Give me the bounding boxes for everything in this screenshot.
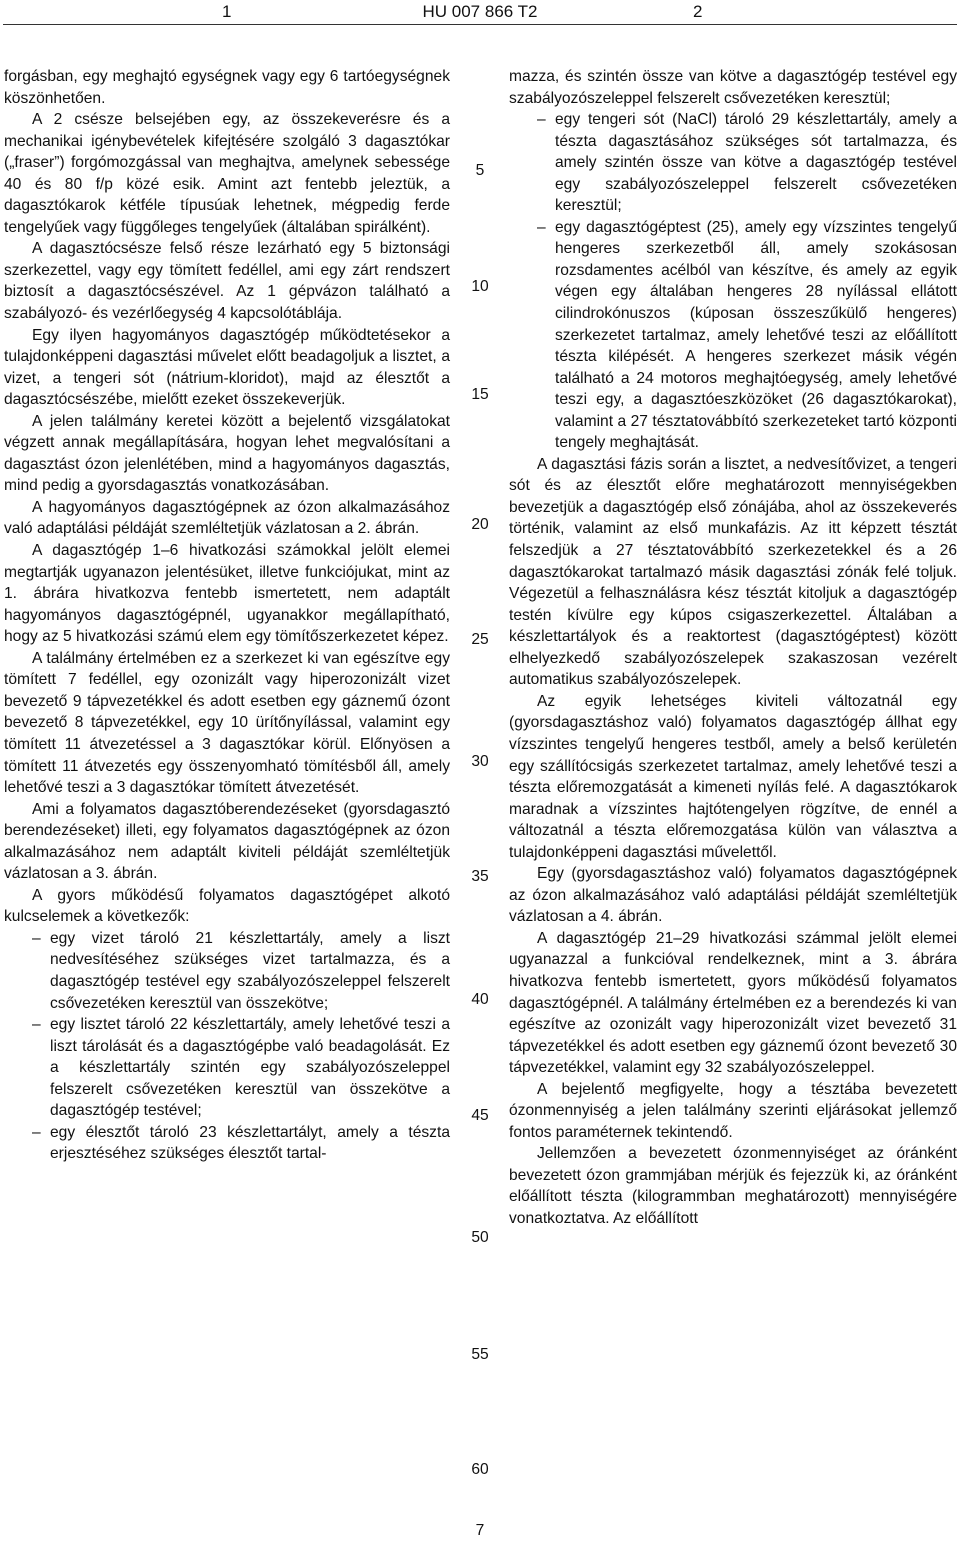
paragraph: forgásban, egy meghajtó egységnek vagy egy 6 tartóegységnek köszönhetően. bbox=[4, 68, 450, 107]
list-item: – egy dagasztógéptest (25), amely egy vízszintes tengelyű hengeres szerkezetből áll, amely szokásosan rozsdamentes acélból van készítve, és amely az egyik végen egy általában hengeres 28 nyílással ellátott cilindrokónuszos (kúposan összeszűkülő hengeres) szerkezetet tartalmaz, amely lehetővé teszi az előállított tészta kilépését. A hengeres szerkezet másik végén található a 24 motoros meghajtóegység, amely lehetővé teszi egy, a dagasztóeszközöket (26 dagasztókarokat), valamint a 27 tésztatovábbító szerkezeteket tartó központi tengely meghajtását. bbox=[509, 217, 957, 454]
footer-page-number: 7 bbox=[475, 1522, 485, 1539]
line-number: 30 bbox=[471, 753, 489, 770]
key-elements-list bbox=[4, 928, 450, 1165]
page-number-left: 1 bbox=[222, 2, 232, 21]
page-number-right: 2 bbox=[693, 2, 703, 21]
line-number: 35 bbox=[471, 868, 489, 885]
paragraph: A dagasztógép 21–29 hivatkozási számmal jelölt elemei ugyanazzal a funkcióval rendelkeznek, mint a 3. ábrára hivatkozva fentebb ismertetett, gyors működésű folyamatos dagasztógépnél. A találmány értelmében ez a berendezés ki van egészítve az ozonizált vagy hiperozonizált vizet bevezető 31 tápvezetékkel és adott esetben egy gáznemű ózont bevezető 30 tápvezetékkel, valamint egy 32 szabályozószeleppel. bbox=[509, 929, 957, 1077]
line-number: 45 bbox=[471, 1107, 489, 1124]
paragraph: Ami a folyamatos dagasztóberendezéseket (gyorsdagasztó berendezéseket) illeti, egy folyamatos dagasztógépnek az ózon alkalmazásához nem adaptált kiviteli példáját szemléltetjük vázlatosan a 3. ábrán. bbox=[4, 800, 450, 883]
list-item: – egy tengeri sót (NaCl) tároló 29 készlettartály, amely a tészta dagasztásához szükséges sót tartalmazza, és amely szintén össze van kötve a dagasztógép testével egy szabályozószeleppel felszerelt csővezetéken keresztül; bbox=[509, 109, 957, 217]
document-number: HU 007 866 T2 bbox=[422, 2, 538, 21]
line-number: 60 bbox=[471, 1461, 489, 1478]
paragraph: A dagasztási fázis során a lisztet, a nedvesítővizet, a tengeri sót és az élesztőt előre meghatározott mennyiségekben bevezetjük a dagasztógép első zónájába, ahol az összekeverés történik, valamint az első munkafázis. Az itt képzett tésztát felszedjük a 27 tésztatovábbító szerkezetekkel és a 26 dagasztókarokat tartalmazó másik dagasztási zónák felé toljuk. Végezetül a felhasználásra kész tésztát kitoljuk a dagasztógép testén kívülre egy kúpos csigaszerkezettel. Általában a készlettartályok és a reaktortest (dagasztógéptest) között elhelyezkedő szabályozószelepek szakaszosan vezérelt automatikus szabályozószelepek. bbox=[509, 455, 957, 689]
line-number: 5 bbox=[475, 162, 485, 179]
line-number: 40 bbox=[471, 991, 489, 1008]
paragraph: A gyors működésű folyamatos dagasztógépet alkotó kulcselemek a következők: bbox=[4, 886, 450, 926]
paragraph: Egy ilyen hagyományos dagasztógép működtetésekor a tulajdonképpeni dagasztási művelet előtt beadagoljuk a lisztet, a vizet, a tengeri sót (nátrium-kloridot), majd az élesztőt a dagasztócsészébe, mielőtt ezeket összekeverjük. bbox=[4, 326, 450, 409]
line-number-gutter bbox=[455, 0, 505, 1541]
line-number: 50 bbox=[471, 1229, 489, 1246]
paragraph: A hagyományos dagasztógépnek az ózon alkalmazásához való adaptálási példáját szemléltetjük vázlatosan a 2. ábrán. bbox=[4, 498, 450, 538]
paragraph: A dagasztógép 1–6 hivatkozási számokkal jelölt elemei megtartják ugyanazon jelentésüket, illetve funkciójukat, mint az 1. ábrára hivatkozva fentebb ismertetett, nem adaptált hagyományos dagasztógépnél, ugyanakkor megállapítható, hogy az 5 hivatkozási számú elem egy tömítőszerkezetet képez. bbox=[4, 542, 450, 646]
paragraph: A jelen találmány keretei között a bejelentő vizsgálatokat végzett annak megállapítására, hogyan lehet megvalósítani a dagasztást ózon jelenlétében, mind a hagyományos dagasztás, mind pedig a gyorsdagasztás vonatkozásában. bbox=[4, 412, 450, 495]
line-number: 20 bbox=[471, 516, 489, 533]
list-item: – egy lisztet tároló 22 készlettartály, amely lehetővé teszi a liszt tárolását és a dagasztógépbe való beadagolását. Ez a készlettartály szintén egy szabályozószeleppel felszerelt csővezetéken keresztül van összekötve a dagasztógép testével; bbox=[4, 1014, 450, 1122]
paragraph: A bejelentő megfigyelte, hogy a tésztába bevezetett ózonmennyiség a jelen találmány szerinti eljárásokat jellemző fontos paraméternek tekintendő. bbox=[509, 1080, 957, 1141]
left-column bbox=[4, 66, 450, 1165]
line-number: 25 bbox=[471, 631, 489, 648]
right-column bbox=[509, 66, 957, 1230]
line-number: 15 bbox=[471, 386, 489, 403]
paragraph: Egy (gyorsdagasztáshoz való) folyamatos dagasztógépnek az ózon alkalmazásához való adaptálási példáját szemléltetjük vázlatosan a 4. ábrán. bbox=[509, 865, 957, 926]
paragraph: mazza, és szintén össze van kötve a dagasztógép testével egy szabályozószeleppel felszerelt csővezetéken keresztül; bbox=[509, 68, 957, 107]
line-number: 55 bbox=[471, 1346, 489, 1363]
list-item: – egy élesztőt tároló 23 készlettartályt, amely a tészta erjesztéséhez szükséges élesztőt tartal- bbox=[4, 1122, 450, 1165]
key-elements-list bbox=[509, 109, 957, 454]
paragraph: A 2 csésze belsejében egy, az összekeverésre és a mechanikai igénybevételek kifejtésére szolgáló 3 dagasztókar („fraser”) forgómozgással van meghajtva, amelynek sebessége 40 és 80 f/p közé esik. Amint azt fentebb jeleztük, a dagasztókarok kétféle típusúak lehetnek, mégpedig ferde tengelyűek vagy függőleges tengelyűek (általában spirálként). bbox=[4, 111, 450, 236]
paragraph: A dagasztócsésze felső része lezárható egy 5 biztonsági szerkezettel, vagy egy tömített fedéllel, ami egy zárt rendszert biztosít a dagasztócsészével. Az 1 gépvázon található a szabályozó- és vezérlőegység 4 kapcsolótáblája. bbox=[4, 240, 450, 323]
paragraph: Az egyik lehetséges kiviteli változatnál egy (gyorsdagasztáshoz való) folyamatos dagasztógép állhat egy vízszintes tengelyű hengeres testből, amely a belső kerületén egy szállítócsigás szerkezetet tartalmaz, amely lehetővé teszi a tészta előremozgatását a kimeneti nyílás felé. A dagasztókarok maradnak a vízszintes hajtótengelyen rögzítve, de ennél a változatnál a tészta előremozgatása külön van választva a tulajdonképpeni dagasztási művelettől. bbox=[509, 692, 957, 861]
list-item: – egy vizet tároló 21 készlettartály, amely a liszt nedvesítéséhez szükséges vizet tartalmazza, és a dagasztógép testével egy szabályozószeleppel felszerelt csővezetéken keresztül van összekötve; bbox=[4, 928, 450, 1014]
line-number: 10 bbox=[471, 278, 489, 295]
paragraph: Jellemzően a bevezetett ózonmennyiséget az óránként bevezetett ózon grammjában mérjük és fejezzük ki, az óránként előállított tészta (kilogrammban meghatározott) mennyiségére vonatkoztatva. Az előállított bbox=[509, 1145, 957, 1227]
paragraph: A találmány értelmében ez a szerkezet ki van egészítve egy tömített 7 fedéllel, egy ozonizált vagy hiperozonizált vizet bevezető 9 tápvezetékkel és adott esetben egy gáznemű ózont bevezető 8 tápvezetékkel, egy 10 ürítőnyílással, valamint egy tömített 11 átvezetéssel a 3 dagasztókar körül. Előnyösen a tömített 11 átvezetés egy összenyomható tömítésből áll, amely lehetővé teszi a 3 dagasztókar tömített átvezetését. bbox=[4, 649, 450, 797]
